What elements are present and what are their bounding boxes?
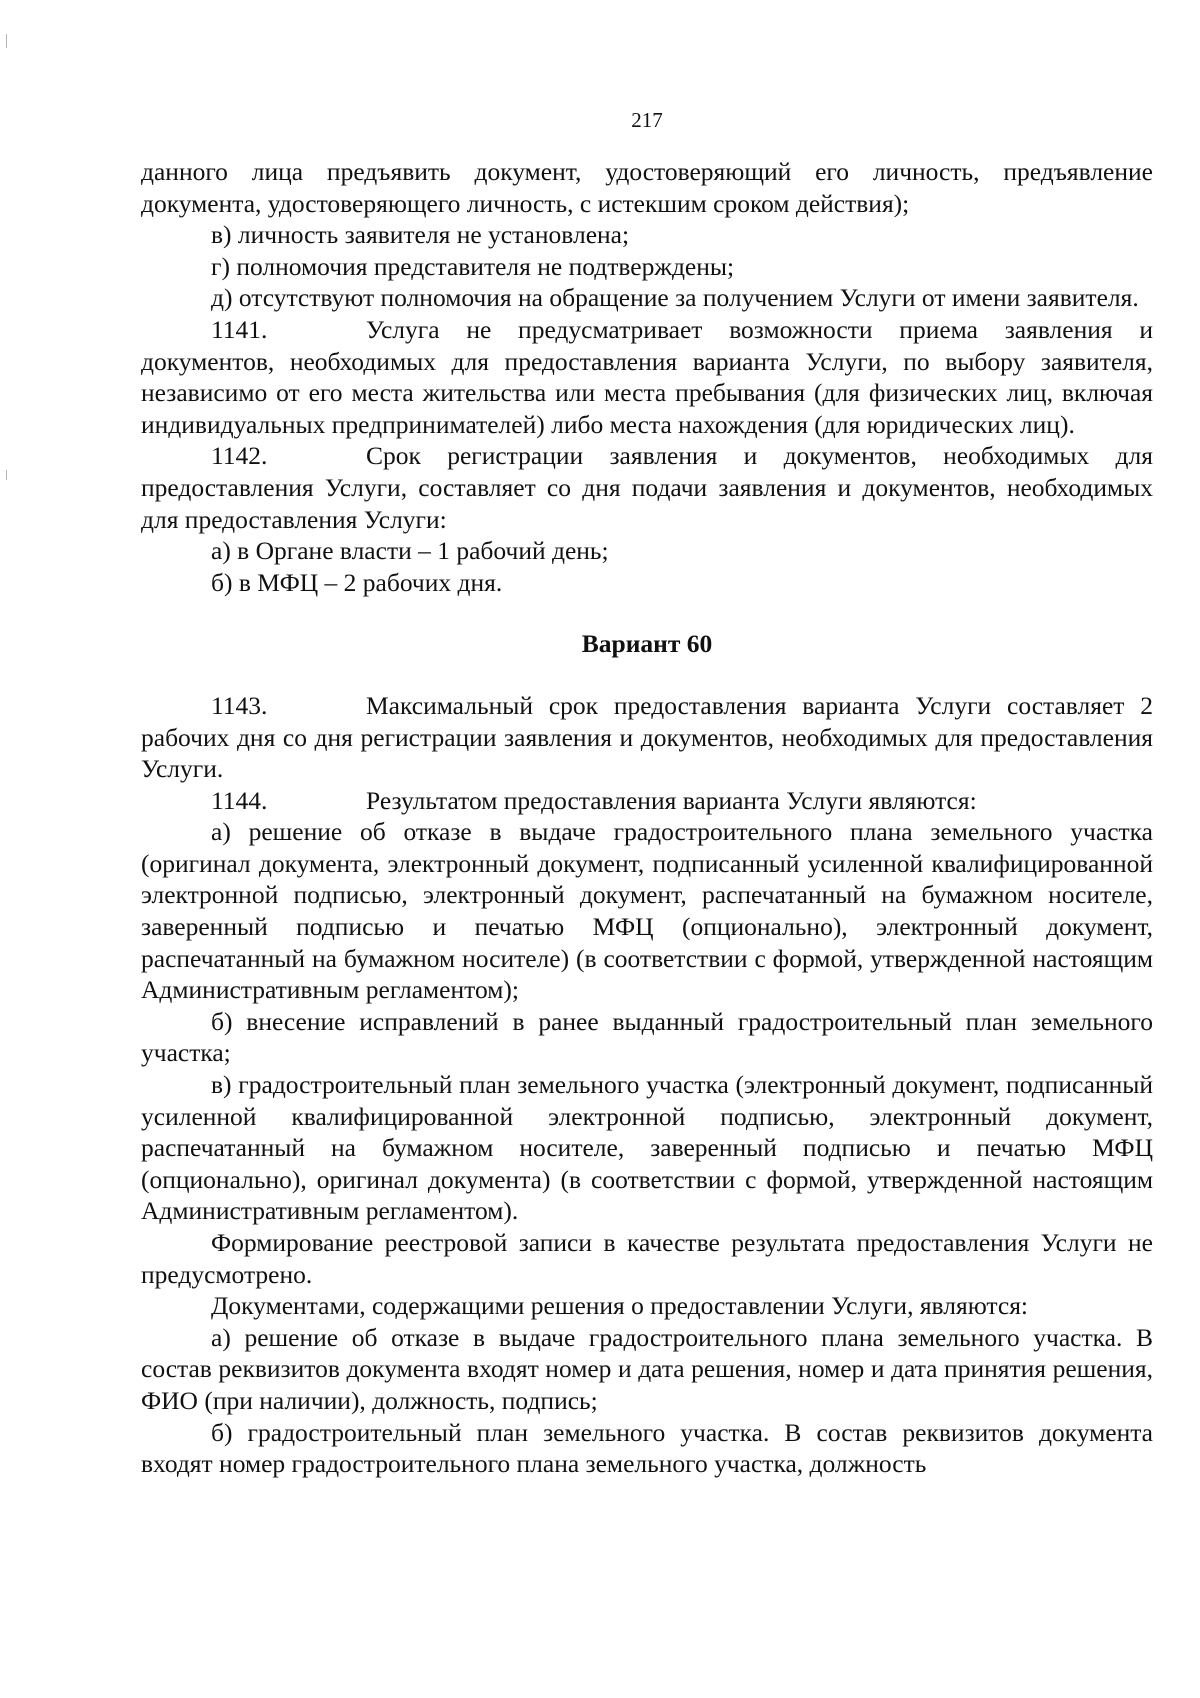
indented-paragraph: Формирование реестровой записи в качестве результата предоставления Услуги не предусмотрено.: [141, 1228, 1153, 1289]
indented-paragraph: д) отсутствуют полномочия на обращение за получением Услуги от имени заявителя.: [211, 283, 1139, 313]
indented-paragraph: в) личность заявителя не установлена;: [211, 220, 630, 250]
numbered-paragraph: [141, 785, 1153, 817]
indented-paragraph: б) внесение исправлений в ранее выданный градостроительный план земельного участка;: [141, 1006, 1153, 1068]
page-number: 217: [631, 108, 663, 132]
indented-paragraph: а) в Органе власти – 1 рабочий день;: [211, 536, 609, 566]
paragraph-text: Срок регистрации заявления и документов, необходимых для предоставления Услуги, составляет со дня подачи заявления и документов, необходимых для предоставления Услуги:: [141, 441, 1153, 534]
paragraph-number: 1142.: [211, 441, 268, 471]
numbered-paragraph: [141, 314, 1153, 440]
scan-margin-mark-mid: [6, 470, 7, 480]
indented-paragraph: г) полномочия представителя не подтверждены;: [211, 251, 735, 281]
continuation-paragraph: данного лица предъявить документ, удостоверяющий его личность, предъявление документа, удостоверяющего личность, с истекшим сроком действия);: [141, 157, 1153, 218]
indented-paragraph: а) решение об отказе в выдаче градостроительного плана земельного участка (оригинал документа, электронный документ, подписанный усиленной квалифицированной электронной подписью, электронный документ, распечатанный на бумажном носителе, заверенный подписью и печатью МФЦ (опционально), электронный документ, распечатанный на бумажном носителе) (в соответствии с формой, утвержденной настоящим Административным регламентом);: [141, 817, 1153, 1005]
numbered-paragraph: [141, 440, 1153, 535]
indented-paragraph: Документами, содержащими решения о предоставлении Услуги, являются:: [211, 1291, 1029, 1321]
indented-paragraph: б) в МФЦ – 2 рабочих дня.: [211, 567, 503, 597]
scan-margin-mark-top: [6, 34, 7, 48]
indented-paragraph: в) градостроительный план земельного участка (электронный документ, подписанный усиленной квалифицированной электронной подписью, электронный документ, распечатанный на бумажном носителе, заверенный подписью и печатью МФЦ (опционально), оригинал документа) (в соответствии с формой, утвержденной настоящим Административным регламентом).: [141, 1070, 1153, 1226]
indented-paragraph: а) решение об отказе в выдаче градостроительного плана земельного участка. В состав реквизитов документа входят номер и дата решения, номер и дата принятия решения, ФИО (при наличии), должность, подпись;: [141, 1322, 1153, 1415]
paragraph-number: 1144.: [211, 785, 268, 815]
paragraph-text: Услуга не предусматривает возможности приема заявления и документов, необходимых для предоставления варианта Услуги, по выбору заявителя, независимо от его места жительства или места пребывания (для физических лиц, включая индивидуальных предпринимателей) либо места нахождения (для юридических лиц).: [141, 314, 1153, 439]
section-heading: Вариант 60: [581, 629, 713, 659]
paragraph-text: Максимальный срок предоставления варианта Услуги составляет 2 рабочих дня со дня регистрации заявления и документов, необходимых для предоставления Услуги.: [141, 690, 1153, 784]
paragraph-text: Результатом предоставления варианта Услуги являются:: [366, 785, 977, 815]
paragraph-number: 1141.: [211, 314, 268, 344]
document-body: [141, 156, 1153, 1480]
paragraph-number: 1143.: [211, 690, 268, 720]
indented-paragraph: б) градостроительный план земельного участка. В состав реквизитов документа входят номер градостроительного плана земельного участка, должность: [141, 1417, 1153, 1479]
numbered-paragraph: [141, 690, 1153, 785]
